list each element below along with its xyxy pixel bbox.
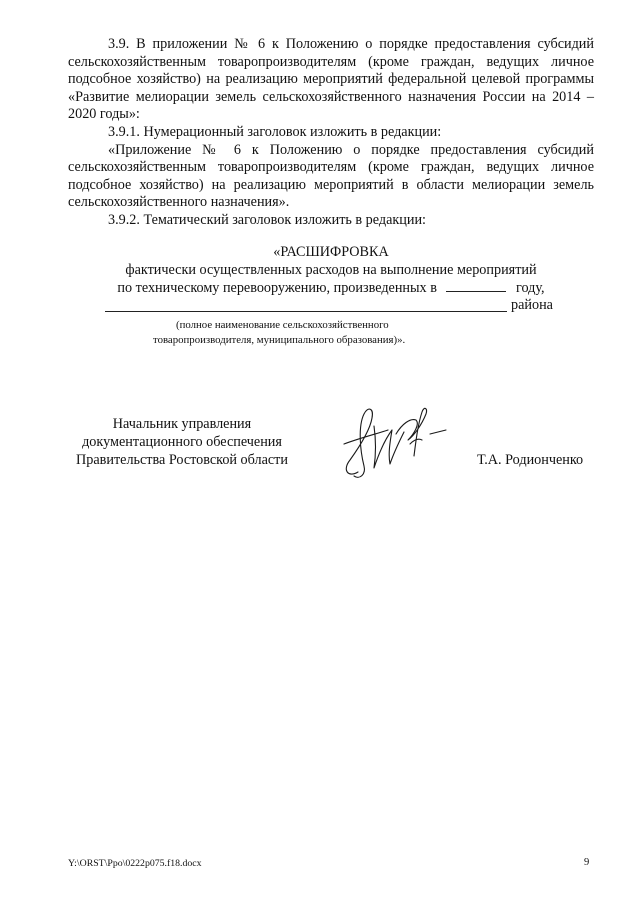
appendix-title-text: «Приложение № 6 к Положению о порядке предоставления субсидий сельскохозяйственным товаропроизводителям (кроме граждан, ведущих личное подсобное хозяйство) на реализацию мероприятий в области мелиорации земель сельскохозяйственного назначения». — [68, 141, 594, 211]
heading-line-2-end: году, — [515, 280, 545, 297]
signatory-position-line-3: Правительства Ростовской области — [76, 452, 288, 468]
clause-3-9: 3.9. В приложении № 6 к Положению о порядке предоставления субсидий сельскохозяйственным товаропроизводителям (кроме граждан, ведущих личное подсобное хозяйство) на реализацию мероприятий федеральной целевой программы «Развитие мелиорации земель сельскохозяйственного назначения России на 2014 – 2020 годы»: — [68, 36, 594, 123]
signatory-position-line-2: документационного обеспечения — [82, 434, 282, 450]
district-word: района — [511, 297, 553, 313]
heading-line-2 — [68, 279, 594, 298]
thematic-heading — [68, 244, 594, 298]
clause-3-9-1: 3.9.1. Нумерационный заголовок изложить в редакции: — [108, 123, 442, 140]
blank-note-line-1: (полное наименование сельскохозяйственного — [176, 319, 389, 331]
footer-file-path: Y:\ORST\Ppo\0222p075.f18.docx — [68, 858, 202, 869]
year-blank — [446, 279, 506, 292]
handwritten-signature — [330, 400, 455, 485]
signatory-position-line-1: Начальник управления — [112, 416, 252, 432]
clause-3-9-2: 3.9.2. Тематический заголовок изложить в редакции: — [108, 211, 426, 228]
organization-blank-line — [105, 311, 507, 312]
amendment-clauses — [68, 36, 594, 230]
page-number: 9 — [584, 857, 590, 868]
organization-blank-row — [105, 297, 595, 315]
signatory-name: Т.А. Родионченко — [477, 452, 584, 468]
signatory-position — [62, 415, 302, 469]
heading-title: «РАСШИФРОВКА — [273, 244, 389, 260]
heading-line-2-start: по техническому перевооружению, произведенных в — [117, 280, 437, 297]
heading-line-1: фактически осуществленных расходов на выполнение мероприятий — [125, 261, 537, 278]
blank-note-line-2: товаропроизводителя, муниципального образования)». — [153, 334, 406, 346]
